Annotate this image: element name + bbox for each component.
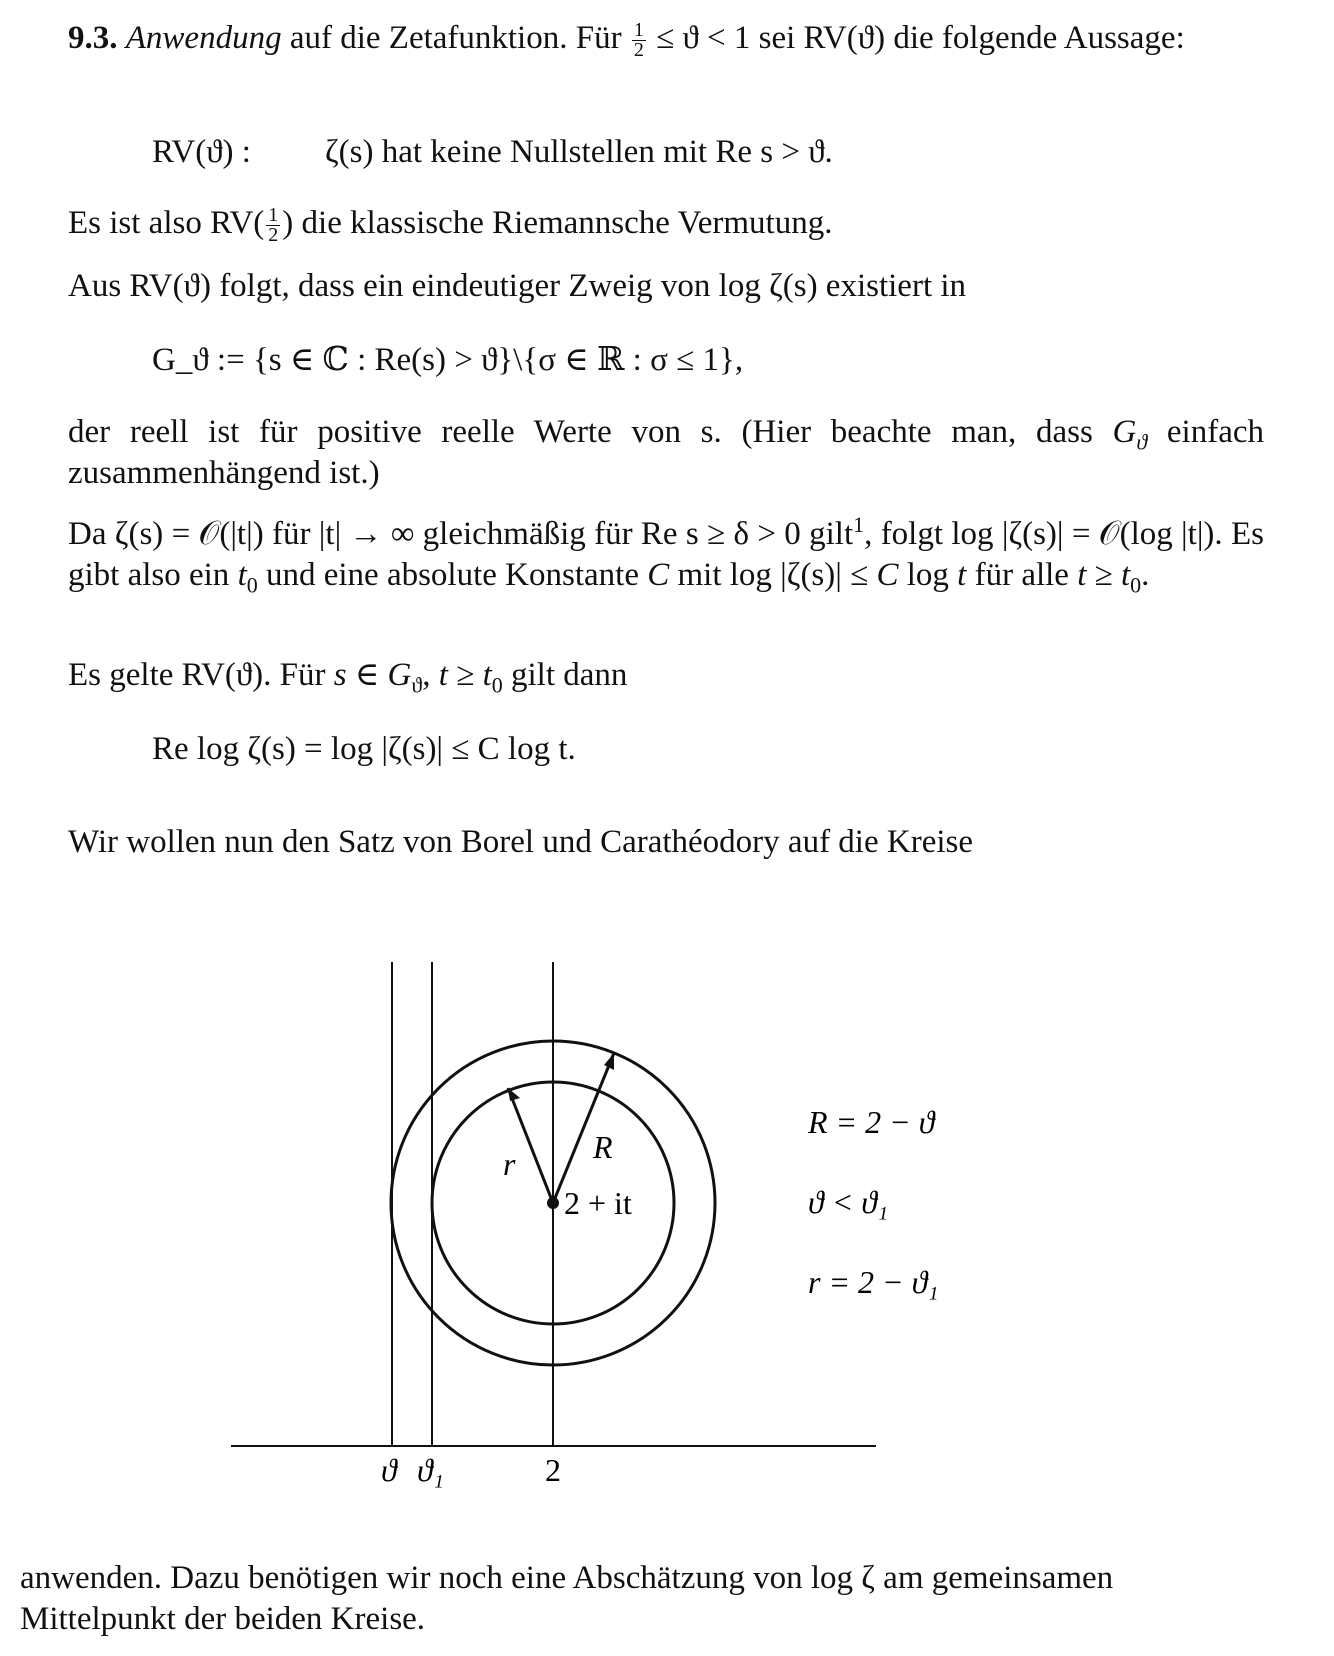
para-log-branch: Aus RV(ϑ) folgt, dass ein eindeutiger Zweig von log ζ(s) existiert in — [68, 268, 967, 304]
footnote-marker: 1 — [853, 512, 865, 537]
label-R: R — [593, 1129, 613, 1165]
log-inequality: Re log ζ(s) = log |ζ(s)| ≤ C log t. — [152, 731, 576, 767]
arrowhead-R — [604, 1053, 614, 1070]
para-riemann-hypothesis: Es ist also RV( $\frac{1}{2}$ ) die klassische Riemannsche Vermutung. — [68, 203, 833, 246]
radius-arrow-R — [553, 1053, 614, 1203]
tick-label-two: 2 — [545, 1452, 561, 1488]
section-number: 9.3. — [68, 20, 118, 56]
section-title: Anwendung — [125, 20, 282, 56]
set-definition: G_ϑ := {s ∈ ℂ : Re(s) > ϑ}\{σ ∈ ℝ : σ ≤ 1}, — [152, 342, 744, 378]
fraction-one-half: $\frac{1}{2}$ — [633, 18, 644, 61]
tick-label-theta1: ϑ₁ — [417, 1452, 444, 1488]
label-center: 2 + it — [564, 1185, 632, 1221]
section-intro: 9.3. Anwendung auf die Zetafunktion. Für $\frac{1}{2}$ ≤ ϑ < 1 sei RV(ϑ) die folgende Aussage: — [68, 18, 1185, 61]
equation-r: r = 2 − ϑ₁ — [808, 1264, 939, 1300]
rv-label: RV(ϑ) : — [152, 134, 251, 170]
tick-label-theta: ϑ — [381, 1452, 397, 1488]
center-point — [547, 1197, 559, 1209]
para-final: anwenden. Dazu benötigen wir noch eine Abschätzung von log ζ am gemeinsamen Mittelpunkt der beiden Kreise. — [20, 1560, 1114, 1637]
fraction-one-half-2: $\frac{1}{2}$ — [268, 203, 279, 246]
para-zeta-estimate: Da ζ(s) = 𝒪(|t|) für |t| → ∞ gleichmäßig für Re s ≥ δ > 0 gilt$^1$, folgt log |ζ(s)| = 𝒪(log |t|). Es gibt also ein $t_0$ und eine absolute Konstante C mit log |ζ(s)| ≤ C log t für alle $t \ge t_0$. — [68, 512, 1264, 598]
rv-statement-text: ζ(s) hat keine Nullstellen mit Re s > ϑ. — [325, 134, 833, 170]
para-borel-caratheodory: Wir wollen nun den Satz von Borel und Carathéodory auf die Kreise — [68, 824, 974, 860]
para-assume-rv: Es gelte RV(ϑ). Für s ∈ $G_ϑ$, $t \ge t_0$ gilt dann — [68, 657, 628, 698]
equation-theta: ϑ < ϑ₁ — [808, 1184, 889, 1220]
label-r: r — [503, 1146, 516, 1182]
equation-R: R = 2 − ϑ — [808, 1104, 935, 1140]
para-real-values: der reell ist für positive reelle Werte von s. (Hier beachte man, dass $G_ϑ$ einfach zusammenhängend ist.) — [68, 414, 1264, 491]
